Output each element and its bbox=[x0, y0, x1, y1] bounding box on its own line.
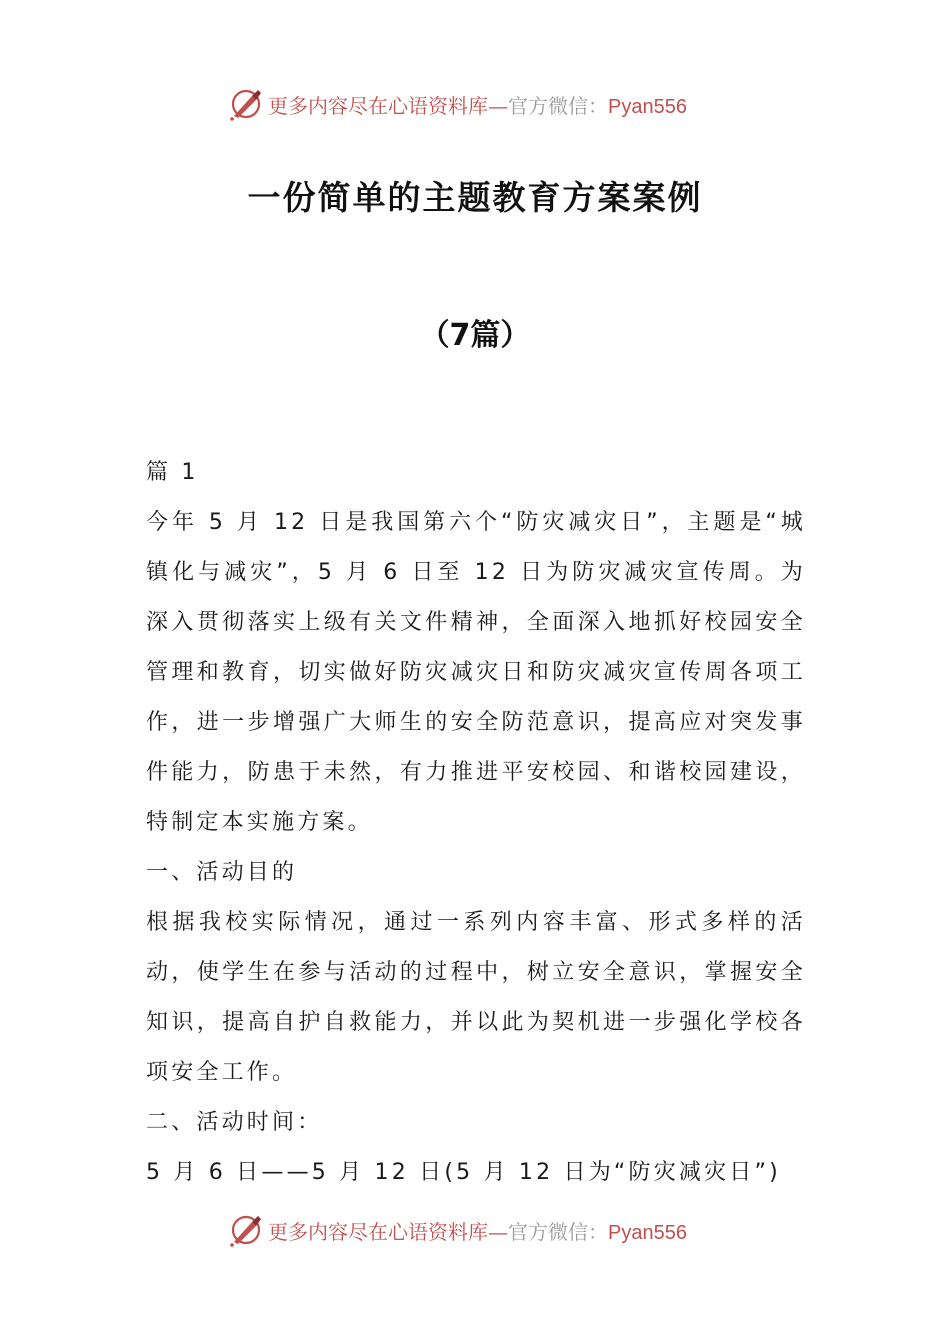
watermark-main: 更多内容尽在心语资料库 bbox=[268, 1219, 488, 1244]
watermark-wechat-label: 官方微信： bbox=[508, 93, 608, 118]
watermark-text bbox=[268, 90, 687, 119]
pen-circle-logo-icon bbox=[228, 1212, 264, 1248]
watermark-dash: — bbox=[488, 1219, 508, 1244]
heading-time: 二、活动时间： bbox=[146, 1110, 323, 1135]
watermark-handle: Pyan556 bbox=[608, 1221, 687, 1244]
section-label: 篇 1 bbox=[146, 460, 199, 485]
intro-paragraph: 今年 5 月 12 日是我国第六个“防灾减灾日”，主题是“城镇化与减灾”，5 月 6 日至 12 日为防灾减灾宣传周。为深入贯彻落实上级有关文件精神，全面深入地抓好校园安全管理和教育，切实做好防灾减灾日和防灾减灾宣传周各项工作，进一步增强广大师生的安全防范意识，提高应对突发事件能力，防患于未然，有力推进平安校园、和谐校园建设，特制定本实施方案。 bbox=[146, 510, 806, 835]
watermark-handle: Pyan556 bbox=[608, 95, 687, 118]
header-watermark bbox=[228, 84, 687, 124]
watermark-text bbox=[268, 1216, 687, 1245]
heading-purpose: 一、活动目的 bbox=[146, 860, 298, 885]
watermark-wechat-label: 官方微信： bbox=[508, 1219, 608, 1244]
document-body bbox=[146, 448, 806, 1198]
pen-circle-logo-icon bbox=[228, 86, 264, 122]
footer-watermark bbox=[228, 1210, 687, 1250]
watermark-main: 更多内容尽在心语资料库 bbox=[268, 93, 488, 118]
time-paragraph: 5 月 6 日——5 月 12 日(5 月 12 日为“防灾减灾日”) bbox=[146, 1160, 781, 1185]
document-title: 一份简单的主题教育方案案例 bbox=[247, 178, 703, 217]
watermark-dash: — bbox=[488, 93, 508, 118]
document-subtitle: （7篇） bbox=[419, 318, 531, 353]
purpose-paragraph: 根据我校实际情况，通过一系列内容丰富、形式多样的活动，使学生在参与活动的过程中，树立安全意识，掌握安全知识，提高自护自救能力，并以此为契机进一步强化学校各项安全工作。 bbox=[146, 910, 806, 1085]
